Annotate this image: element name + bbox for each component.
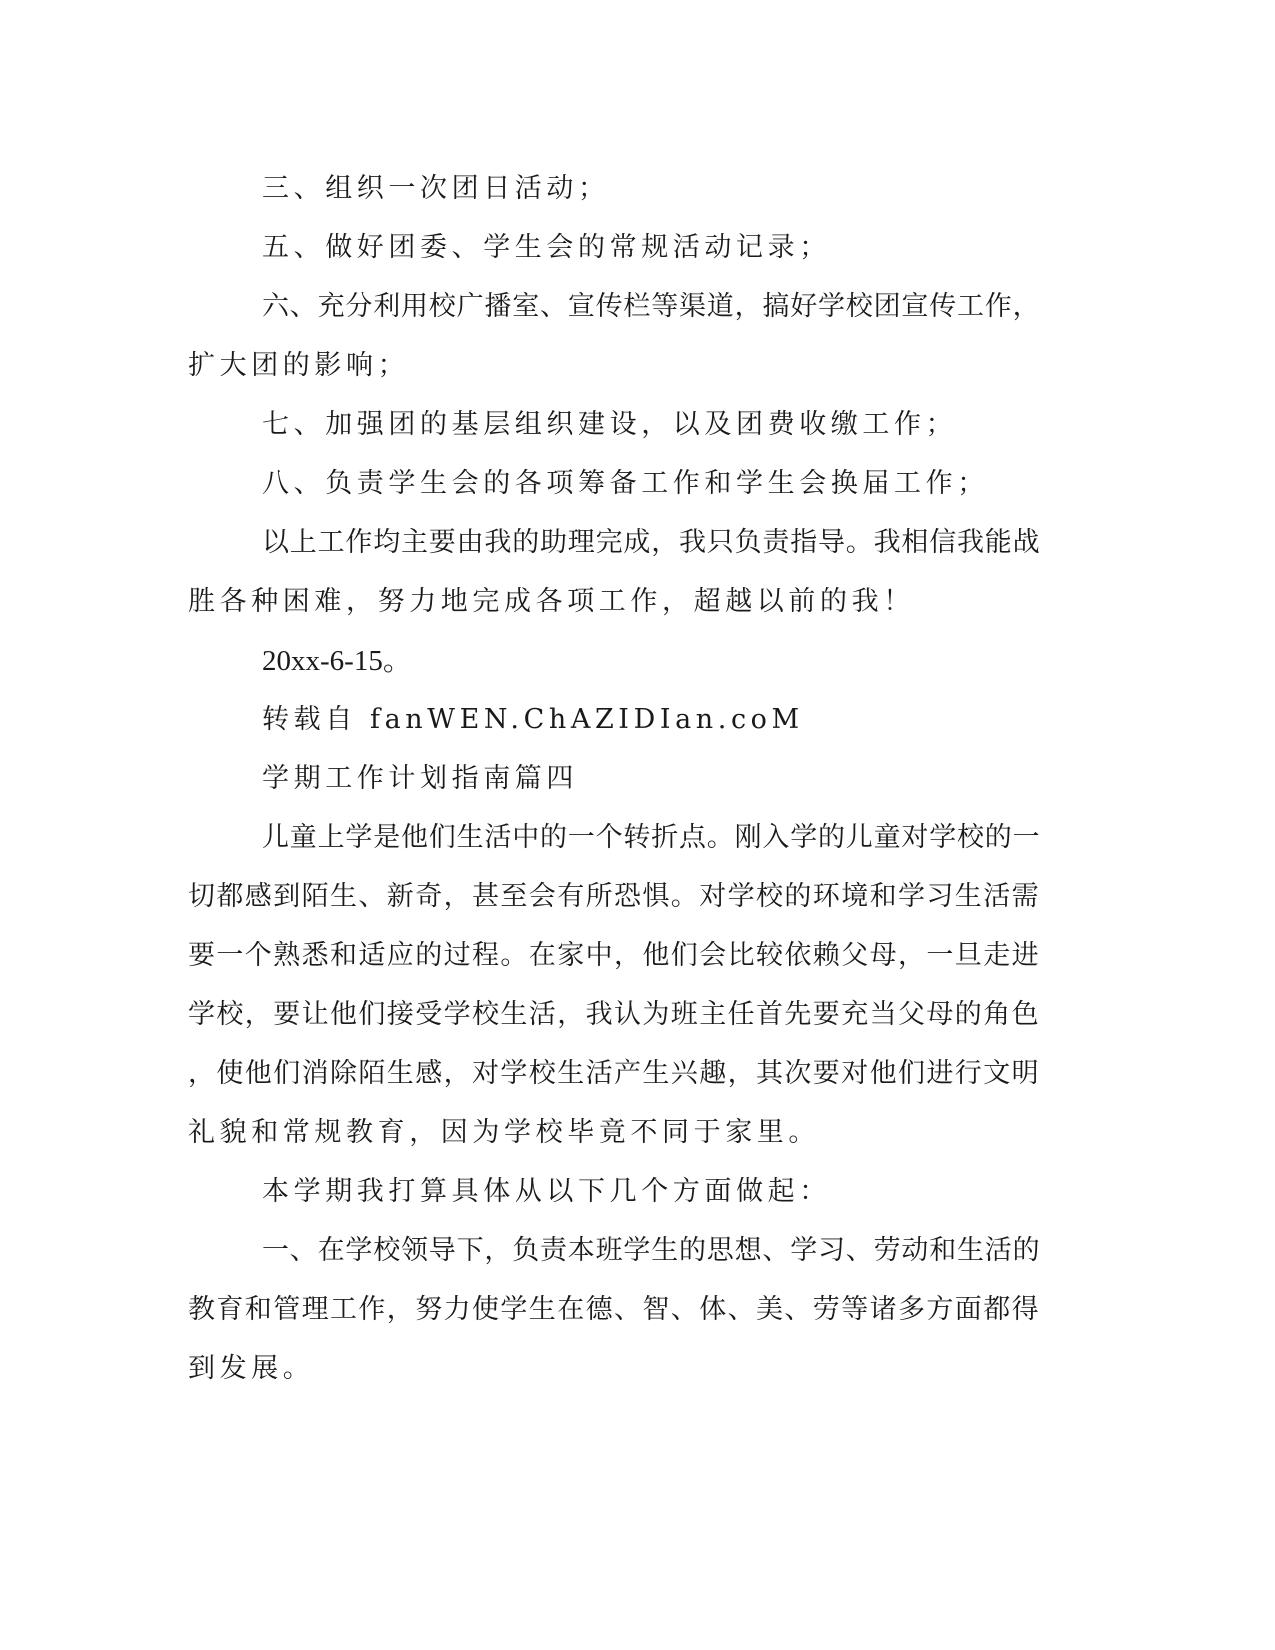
- text-line: 儿童上学是他们生活中的一个转折点。刚入学的儿童对学校的一: [262, 822, 1041, 853]
- section-heading: 学期工作计划指南篇四: [262, 763, 578, 794]
- text-line: 以上工作均主要由我的助理完成，我只负责指导。我相信我能战: [262, 527, 1041, 558]
- text-line: 教育和管理工作，努力使学生在德、智、体、美、劳等诸多方面都得: [188, 1294, 1040, 1325]
- source-line: 转载自 fanWEN.ChAZIDIan.coM: [262, 704, 804, 735]
- text-line: 三、组织一次团日活动；: [262, 173, 610, 204]
- text-line: 到发展。: [188, 1353, 315, 1384]
- text-line: 五、做好团委、学生会的常规活动记录；: [262, 232, 831, 263]
- date-line: 20xx-6-15。: [262, 645, 412, 677]
- text-line: 六、充分利用校广播室、宣传栏等渠道，搞好学校团宣传工作，: [262, 291, 1041, 322]
- text-line: 八、负责学生会的各项筹备工作和学生会换届工作；: [262, 468, 989, 499]
- text-line: 要一个熟悉和适应的过程。在家中，他们会比较依赖父母，一旦走进: [188, 940, 1040, 971]
- text-line: 胜各种困难，努力地完成各项工作，超越以前的我！: [188, 586, 915, 617]
- text-line: 礼貌和常规教育，因为学校毕竟不同于家里。: [188, 1117, 820, 1148]
- text-line: 本学期我打算具体从以下几个方面做起：: [262, 1176, 831, 1207]
- text-line: 七、加强团的基层组织建设，以及团费收缴工作；: [262, 409, 958, 440]
- text-line: 学校，要让他们接受学校生活，我认为班主任首先要充当父母的角色: [188, 999, 1040, 1030]
- text-line: ，使他们消除陌生感，对学校生活产生兴趣，其次要对他们进行文明: [188, 1058, 1040, 1089]
- text-line: 一、在学校领导下，负责本班学生的思想、学习、劳动和生活的: [262, 1235, 1041, 1266]
- text-line: 扩大团的影响；: [188, 350, 410, 381]
- text-line: 切都感到陌生、新奇，甚至会有所恐惧。对学校的环境和学习生活需: [188, 881, 1040, 912]
